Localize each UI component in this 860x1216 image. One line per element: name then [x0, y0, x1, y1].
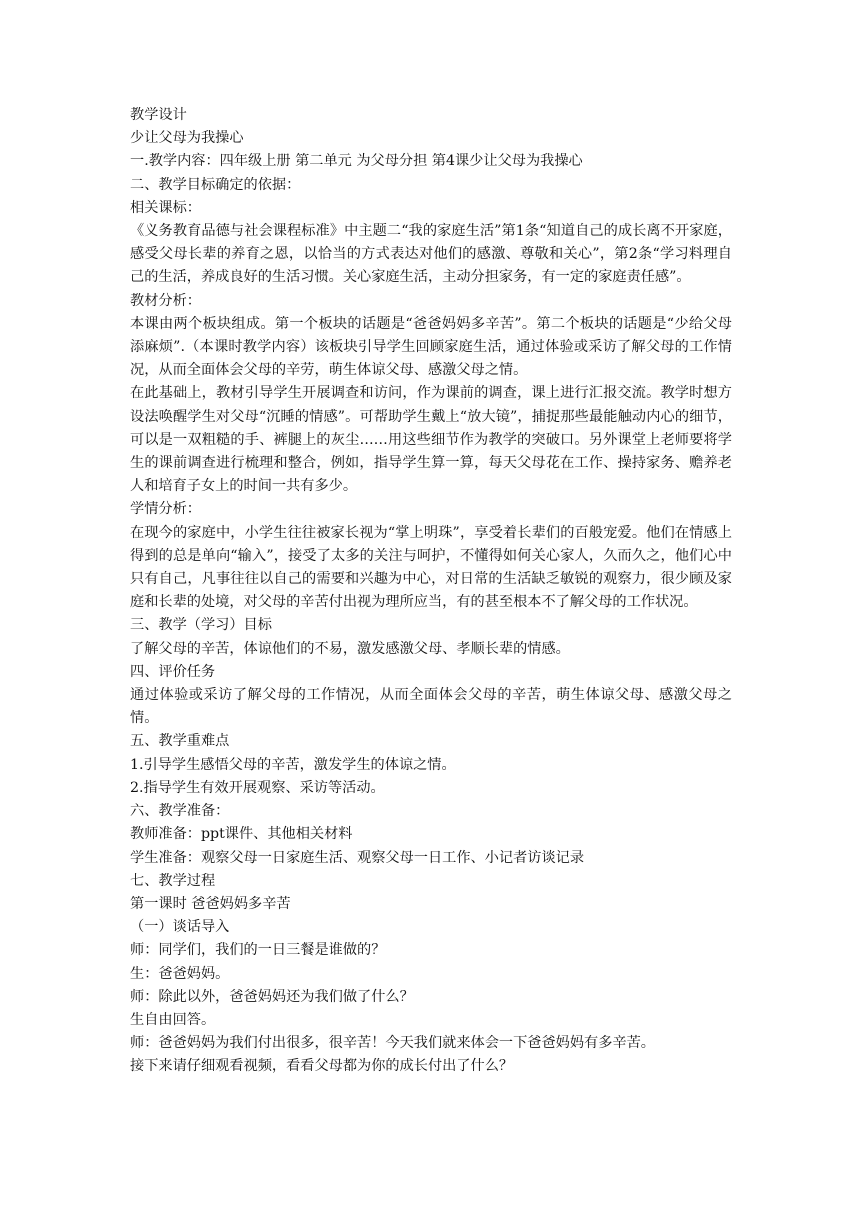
section-heading-goals: 三、教学（学习）目标	[130, 617, 272, 634]
section-content: 一.教学内容：四年级上册 第二单元 为父母分担 第4课少让父母为我操心	[130, 153, 583, 170]
paragraph-curriculum-standard: 《义务教育品德与社会课程标准》中主题二“我的家庭生活”第1条“知道自己的成长离不开家庭，感受父母长辈的养育之恩，以恰当的方式表达对他们的感激、尊敬和关心”，第2条“学习料理自己的生活，养成良好的生活习惯。关心家庭生活，主动分担家务，有一定的家庭责任感”。	[130, 223, 732, 286]
subsection-introduction: （一）谈话导入	[130, 919, 230, 936]
goal-text: 了解父母的辛苦，体谅他们的不易，激发感激父母、孝顺长辈的情感。	[130, 640, 570, 657]
key-point-2: 2.指导学生有效开展观察、采访等活动。	[130, 779, 385, 796]
section-heading-evaluation: 四、评价任务	[130, 663, 216, 680]
key-point-1: 1.引导学生感悟父母的辛苦，激发学生的体谅之情。	[130, 756, 456, 773]
document-title: 少让父母为我操心	[130, 130, 244, 147]
section-heading-key-points: 五、教学重难点	[130, 733, 230, 750]
evaluation-text: 通过体验或采访了解父母的工作情况，从而全面体会父母的辛苦，萌生体谅父母、感激父母之情。	[130, 687, 732, 727]
label-student-analysis: 学情分析：	[130, 501, 201, 518]
document-heading: 教学设计	[130, 107, 187, 123]
section-heading-process: 七、教学过程	[130, 872, 216, 889]
section-heading-preparation: 六、教学准备：	[130, 803, 230, 820]
paragraph-textbook-analysis-1: 本课由两个板块组成。第一个板块的话题是“爸爸妈妈多辛苦”。第二个板块的话题是“少给父母添麻烦”.（本课时教学内容）该板块引导学生回顾家庭生活，通过体验或采访了解父母的工作情况，从而全面体会父母的辛劳，萌生体谅父母、感激父母之情。	[130, 315, 732, 379]
paragraph-student-analysis: 在现今的家庭中，小学生往往被家长视为“掌上明珠”，享受着长辈们的百般宠爱。他们在情感上得到的总是单向“输入”，接受了太多的关注与呵护，不懂得如何关心家人，久而久之，他们心中只有自己，凡事往往以自己的需要和兴趣为中心，对日常的生活缺乏敏锐的观察力，很少顾及家庭和长辈的处境，对父母的辛苦付出视为理所应当，有的甚至根本不了解父母的工作状况。	[130, 524, 732, 611]
dialogue-line: 生：爸爸妈妈。	[130, 965, 230, 982]
dialogue-line: 生自由回答。	[130, 1011, 216, 1028]
dialogue-line: 师：同学们，我们的一日三餐是谁做的？	[130, 942, 386, 959]
dialogue-line: 接下来请仔细观看视频，看看父母都为你的成长付出了什么？	[130, 1058, 514, 1075]
lesson-title: 第一课时 爸爸妈妈多辛苦	[130, 895, 291, 912]
dialogue-line: 师：除此以外，爸爸妈妈还为我们做了什么？	[130, 988, 414, 1005]
dialogue-line: 师：爸爸妈妈为我们付出很多，很辛苦！今天我们就来体会一下爸爸妈妈有多辛苦。	[130, 1035, 655, 1052]
teacher-preparation: 教师准备：ppt课件、其他相关材料	[130, 826, 353, 843]
paragraph-textbook-analysis-2: 在此基础上，教材引导学生开展调查和访问，作为课前的调查，课上进行汇报交流。教学时想方设法唤醒学生对父母“沉睡的情感”。可帮助学生戴上“放大镜”，捕捉那些最能触动内心的细节，可以是一双粗糙的手、裤腿上的灰尘……用这些细节作为教学的突破口。另外课堂上老师要将学生的课前调查进行梳理和整合，例如，指导学生算一算，每天父母花在工作、操持家务、赡养老人和培育子女上的时间一共有多少。	[130, 385, 732, 495]
document-page	[130, 104, 732, 1079]
student-preparation: 学生准备：观察父母一日家庭生活、观察父母一日工作、小记者访谈记录	[130, 849, 585, 866]
label-curriculum-standard: 相关课标：	[130, 199, 201, 216]
label-textbook-analysis: 教材分析：	[130, 292, 201, 309]
section-heading-basis: 二、教学目标确定的依据：	[130, 176, 301, 193]
